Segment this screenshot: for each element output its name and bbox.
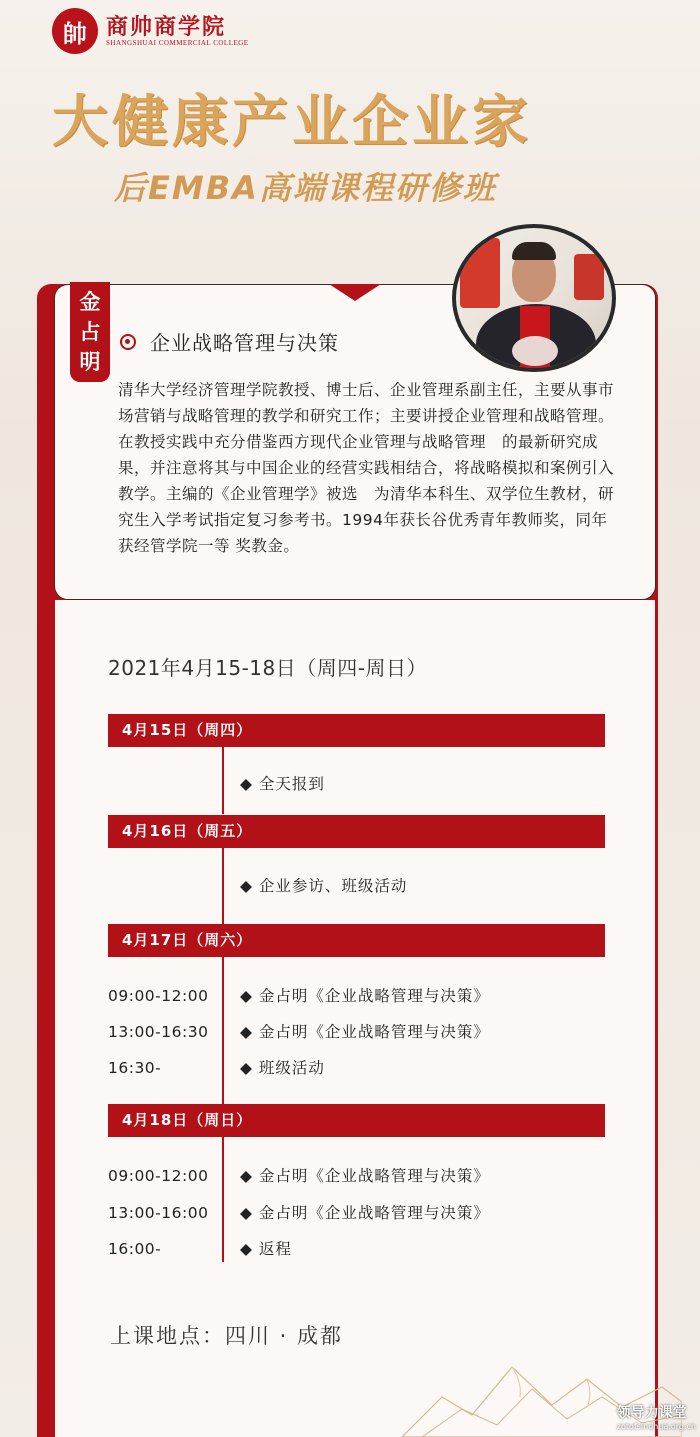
schedule-row (108, 982, 605, 1010)
name-char: 占 (79, 320, 101, 344)
logo-name-cn: 商帅商学院 (106, 14, 227, 40)
teacher-portrait (452, 224, 616, 372)
row-time: 09:00-12:00 (108, 1167, 209, 1185)
row-activity: ◆ 全天报到 (240, 775, 325, 793)
schedule-row (108, 770, 605, 798)
row-activity: ◆ 返程 (240, 1240, 292, 1258)
logo-name-en: SHANGSHUAI COMMERCIAL COLLEGE (106, 39, 249, 47)
watermark-url: zotofsindhua.org.cn (616, 1422, 696, 1431)
day-header: 4月16日（周五） (108, 815, 605, 848)
row-time: 16:30- (108, 1059, 162, 1077)
row-time: 09:00-12:00 (108, 987, 209, 1005)
row-activity: ◆ 金占明《企业战略管理与决策》 (240, 1167, 490, 1185)
logo-text (106, 15, 249, 47)
logo-emblem: 帥 (52, 8, 98, 54)
card-notch (329, 284, 381, 301)
schedule-row (108, 1018, 605, 1046)
main-title: 大健康产业企业家 (52, 90, 532, 155)
watermark (617, 1402, 696, 1431)
course-heading (120, 327, 339, 356)
day-header: 4月15日（周四） (108, 714, 605, 747)
schedule-row (108, 1199, 605, 1227)
schedule-row (108, 1054, 605, 1082)
subtitle: 后EMBA高端课程研修班 (114, 169, 497, 207)
name-char: 明 (79, 350, 101, 374)
teacher-name-tag (70, 282, 110, 382)
schedule-row (108, 1162, 605, 1190)
row-activity: ◆ 企业参访、班级活动 (240, 877, 408, 895)
class-location: 上课地点：四川 · 成都 (110, 1324, 344, 1348)
row-time: 16:00- (108, 1240, 162, 1258)
day-header: 4月18日（周日） (108, 1104, 605, 1137)
row-time: 13:00-16:30 (108, 1023, 209, 1041)
name-char: 金 (79, 290, 101, 314)
college-logo (52, 8, 249, 54)
row-activity: ◆ 班级活动 (240, 1059, 325, 1077)
course-title: 企业战略管理与决策 (150, 331, 339, 355)
teacher-bio: 清华大学经济管理学院教授、博士后、企业管理系副主任，主要从事市场营销与战略管理的教学和研究工作；主要讲授企业管理和战略管理。在教授实践中充分借鉴西方现代企业管理与战略管理 的最新研究成果，并注意将其与中国企业的经营实践相结合，将战略模拟和案例引入教学。主编的《企业管理学》被选 为清华本科生、双学位生教材，研究生入学考试指定复习参考书。1994年获长谷优秀青年教师奖，同年获经管学院一等 奖教金。 (118, 381, 615, 555)
day-header: 4月17日（周六） (108, 924, 605, 957)
row-activity: ◆ 金占明《企业战略管理与决策》 (240, 1023, 490, 1041)
target-icon (120, 334, 136, 350)
schedule-date-range: 2021年4月15-18日（周四-周日） (108, 656, 427, 680)
schedule-row (108, 872, 605, 900)
row-time: 13:00-16:00 (108, 1204, 209, 1222)
watermark-text: 领导力课堂 (616, 1405, 687, 1421)
row-activity: ◆ 金占明《企业战略管理与决策》 (240, 1204, 490, 1222)
schedule-row (108, 1235, 605, 1263)
row-activity: ◆ 金占明《企业战略管理与决策》 (240, 987, 490, 1005)
